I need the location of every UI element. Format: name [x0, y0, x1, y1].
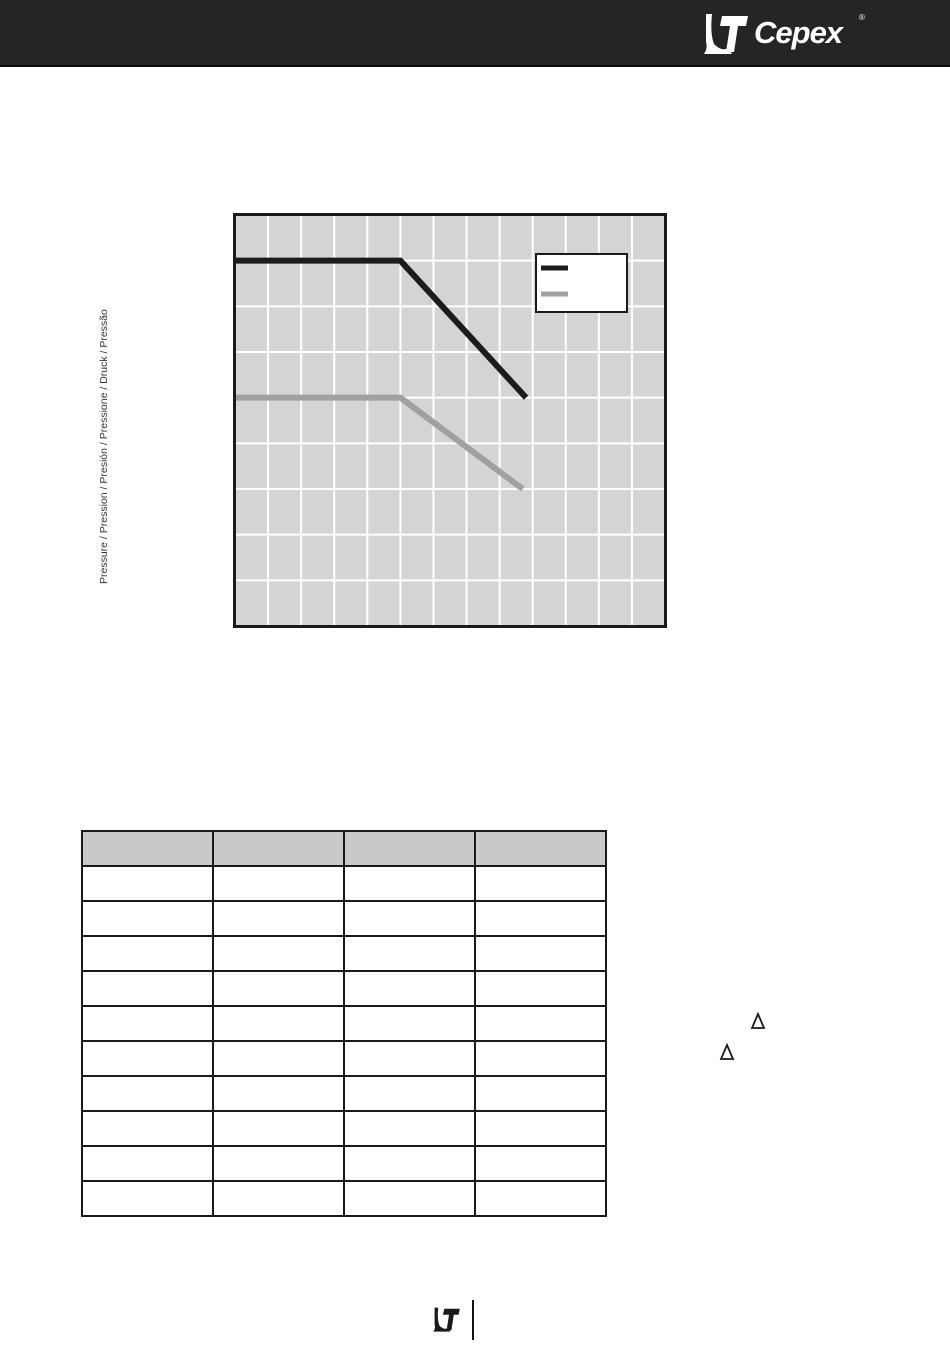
chart-legend — [536, 254, 627, 312]
table-cell — [344, 1111, 475, 1146]
table-cell — [213, 901, 344, 936]
data-table — [81, 830, 607, 1217]
table-header-row — [82, 831, 606, 866]
table-cell — [213, 971, 344, 1006]
table-cell — [82, 1076, 213, 1111]
table-cell — [344, 866, 475, 901]
legend-box — [536, 254, 627, 312]
table-cell — [213, 1006, 344, 1041]
delta-icon — [719, 1043, 735, 1061]
table-cell — [475, 1006, 606, 1041]
table-header-cell — [475, 831, 606, 866]
table-cell — [213, 1111, 344, 1146]
table-cell — [344, 971, 475, 1006]
table-cell — [82, 866, 213, 901]
registered-mark: ® — [859, 13, 865, 22]
table-row — [82, 936, 606, 971]
table-cell — [213, 1041, 344, 1076]
table-cell — [82, 1006, 213, 1041]
table-cell — [213, 936, 344, 971]
y-axis-label: Pressure / Pression / Presión / Pressione / Druck / Pressão — [98, 309, 110, 584]
data-table-wrapper — [81, 830, 607, 1217]
table-cell — [213, 1181, 344, 1216]
table-cell — [82, 901, 213, 936]
table-body — [82, 866, 606, 1216]
table-cell — [344, 1006, 475, 1041]
table-row — [82, 1111, 606, 1146]
table-cell — [82, 1146, 213, 1181]
delta-icon — [750, 1012, 766, 1030]
brand-name: Cepex — [754, 15, 843, 50]
table-cell — [475, 1146, 606, 1181]
table-row — [82, 1041, 606, 1076]
table-header-cell — [344, 831, 475, 866]
table-cell — [475, 971, 606, 1006]
table-cell — [82, 971, 213, 1006]
table-cell — [344, 1076, 475, 1111]
table-cell — [82, 1041, 213, 1076]
table-row — [82, 901, 606, 936]
table-header-cell — [213, 831, 344, 866]
table-row — [82, 1006, 606, 1041]
table-cell — [213, 1076, 344, 1111]
table-header-cell — [82, 831, 213, 866]
table-cell — [475, 1076, 606, 1111]
table-cell — [213, 1146, 344, 1181]
table-row — [82, 1146, 606, 1181]
table-cell — [344, 936, 475, 971]
table-cell — [475, 1181, 606, 1216]
table-cell — [475, 1041, 606, 1076]
page-header — [0, 0, 950, 67]
table-cell — [344, 1146, 475, 1181]
table-cell — [82, 936, 213, 971]
table-cell — [475, 1111, 606, 1146]
table-cell — [475, 936, 606, 971]
table-row — [82, 971, 606, 1006]
table-cell — [344, 1181, 475, 1216]
table-cell — [344, 901, 475, 936]
cepex-mark-icon — [431, 1306, 461, 1332]
cepex-mark-icon — [700, 12, 750, 54]
footer-divider — [472, 1300, 474, 1340]
table-cell — [475, 866, 606, 901]
brand-logo — [700, 10, 870, 56]
table-cell — [475, 901, 606, 936]
table-row — [82, 1076, 606, 1111]
table-cell — [213, 866, 344, 901]
pressure-chart — [233, 213, 667, 629]
table-row — [82, 1181, 606, 1216]
table-cell — [82, 1111, 213, 1146]
table-row — [82, 866, 606, 901]
table-cell — [344, 1041, 475, 1076]
table-cell — [82, 1181, 213, 1216]
